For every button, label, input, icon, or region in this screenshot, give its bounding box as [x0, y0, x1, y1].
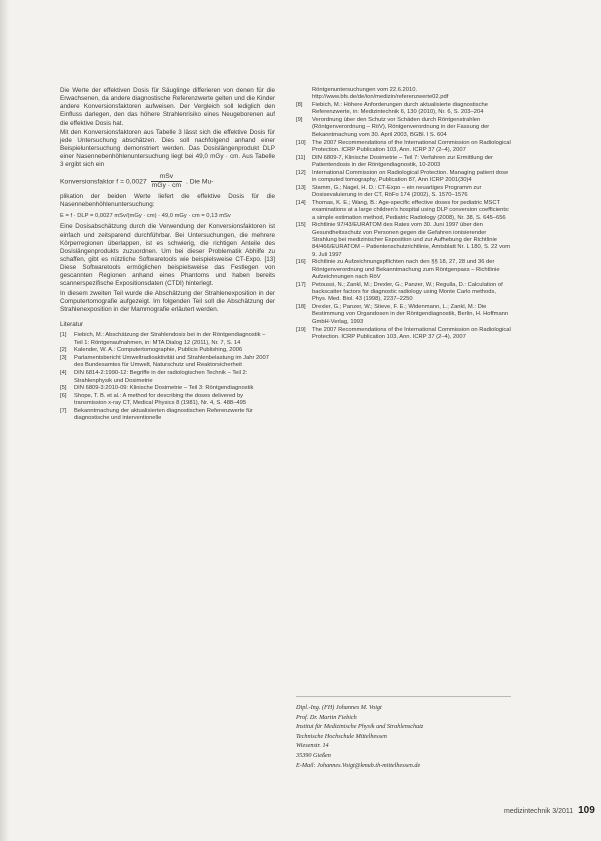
reference-text: Parlamentsbericht Umweltradioaktivität und Strahlenbelastung im Jahr 2007 des Bundesamtes für Umwelt, Naturschutz und Reaktorsicherheit [74, 355, 269, 369]
reference-number: [3] [60, 355, 67, 362]
reference-number: [12] [296, 169, 306, 176]
formula-fraction [151, 173, 182, 190]
reference-item [296, 185, 511, 200]
reference-number: [17] [296, 281, 306, 288]
formula-denominator: mGy · cm [151, 181, 182, 189]
reference-item [296, 170, 511, 185]
reference-list-left [60, 332, 275, 423]
reference-number: [16] [296, 259, 306, 266]
reference-item [60, 370, 275, 385]
reference-text: DIN 6809-7, Klinische Dosimetrie – Teil 7: Verfahren zur Ermittlung der Patientendosis in der Röntgendiagnostik, 10-2003 [312, 154, 493, 168]
reference-text: The 2007 Recommendations of the International Commission on Radiological Protection. ICRP Publication 103, Ann. ICRP 37 (2–4), 2007 [312, 326, 511, 340]
reference-item [296, 140, 511, 155]
reference-text: Stamm, G.; Nagel, H. D.: CT-Expo – ein neuartiges Programm zur Dosisevaluierung in der CT, RöFo 174 (2002), S. 1570–1576 [312, 184, 482, 199]
reference-text: Kalender, W. A.: Computertomographie, Publicis Publishing, 2006 [74, 347, 243, 354]
reference-item [296, 327, 511, 342]
reference-item [60, 332, 275, 347]
reference-number: [4] [60, 370, 67, 377]
effective-dose-formula: E = f · DLP = 0,0027 mSv/(mGy · cm) · 49,0 mGy · cm = 0,13 mSv [60, 213, 231, 220]
reference-text: Drexler, G.; Panzer, W.; Stieve, F. E.; Widenmann, L.; Zankl, M.: Die Bestimmung von Organdosen in der Röntgendiagnostik, Berlin, H. Hoffmann GmbH-Verlag, 1993 [312, 304, 509, 325]
reference-text: International Commission on Radiological Protection. Managing patient dose in computed tomography, Publication 87, Ann ICRP 2001(30)4 [312, 169, 509, 184]
reference-item [60, 385, 275, 392]
reference-number: [7] [60, 408, 67, 415]
reference-text: DIN 6814-2:1990-12: Begriffe in der radiologischen Technik – Teil 2: Strahlenphysik und Dosimetrie [74, 370, 248, 384]
formula-label: Konversionsfaktor f = 0,0027 [60, 178, 147, 186]
reference-text: Fiebich, M.: Höhere Anforderungen durch aktualisierte diagnostische Referenzwerte, in: Medizintechnik 6, 130 (2010), Nr. 6, S. 203–204 [312, 102, 488, 116]
reference-item [296, 222, 511, 258]
reference-item [60, 408, 275, 423]
reference-item [296, 282, 511, 304]
author-divider [296, 696, 511, 697]
reference-number: [14] [296, 199, 306, 206]
author-city: 35390 Gießen [296, 751, 331, 759]
reference-item [296, 117, 511, 139]
body-paragraph: Mit den Konversionsfaktoren aus Tabelle 3 lässt sich die effektive Dosis für jede Untersuchung abschätzen. Dies soll nachfolgend anhand einer Beispieluntersuchung demonstriert werden. Das Dosislängenprodukt DLP einer Nasennebenhöhlenuntersuchung liegt bei 49,0 mGy · cm. Aus Tabelle 3 ergibt sich ein [60, 128, 275, 169]
author-institute: Institut für Medizinische Physik und Strahlenschutz [296, 723, 424, 731]
reference-number: [19] [296, 326, 306, 333]
reference-item [296, 304, 511, 326]
reference-text: Bekanntmachung der aktualisierten diagnostischen Referenzwerte für diagnostische und interventionelle [74, 408, 253, 422]
author-block [296, 703, 526, 770]
reference-number: [6] [60, 393, 67, 400]
reference-text: Richtlinie zu Aufzeichnungspflichten nach den §§ 18, 27, 28 und 36 der Röntgenverordnung und Bekanntmachung zum Röntgenpass – Richtlinie Aufzeichnungen nach RöV [312, 259, 500, 280]
journal-name: medizintechnik 3/2011 [504, 808, 574, 815]
reference-list-right [296, 87, 511, 341]
left-column [60, 87, 275, 423]
author-name: Prof. Dr. Martin Fiebich [296, 713, 357, 721]
reference-text: Fiebich, M.: Abschätzung der Strahlendosis bei in der Röntgendiagnostik – Teil 1: Röntgenaufnahmen, in: MTA Dialog 12 (2011), Nr. 7, S. 14 [74, 332, 266, 346]
reference-number: [8] [296, 102, 303, 109]
body-paragraph: Eine Dosisabschätzung durch die Verwendung der Konversionsfaktoren ist einfach und zeitsparend durchführbar. Bei Untersuchungen, die mehrere Körperregionen überlappen, ist es schwierig, die richtigen Anteile des Dosislängenprodukts zuzuordnen. Um bei dieser Problematik Abhilfe zu schaffen, gibt es nützliche Softwaretools wie beispielsweise CT-Expo. [13] Diese Softwaretools ermöglichen beispielsweise das Festlegen von gescannten Regionen anhand eines Phantoms und haben bereits scannerspezifische Expositionsdaten (CTDI) hinterlegt. [60, 223, 275, 288]
reference-text: Thomas, K. E.; Wang, B.: Age-specific effective doses for pediatric MSCT examinations at a large children's hospital using DLP conversion coefficients: a simple estimation method, Pediatric Radiology (2008), Nr. 38, S. 645–656 [312, 199, 510, 221]
page-number: 109 [578, 805, 595, 816]
reference-number: [9] [296, 117, 303, 124]
reference-number: [5] [60, 385, 67, 392]
reference-item [296, 259, 511, 281]
reference-text: Verordnung über den Schutz vor Schäden durch Röntgenstrahlen (Röntgenverordnung – RöV), Röntgenverordnung in der Fassung der Bekanntmachung vom 30. April 2003, BGBl. I S. 604 [312, 117, 490, 138]
body-paragraph: In diesem zweiten Teil wurde die Abschätzung der Strahlenexposition in der Computertomografie aufgezeigt. Im folgenden Teil soll die Abschätzung der Strahlenexposition in der Mammografie erläutert werden. [60, 289, 275, 313]
reference-number: [10] [296, 139, 306, 146]
formula-numerator: mSv [151, 173, 182, 182]
author-street: Wiesenstr. 14 [296, 742, 329, 750]
reference-number: [13] [296, 184, 306, 191]
reference-text: Shope, T. B. et al.: A method for describing the doses delivered by transmission x-ray CT, Medical Physics 8 (1981), Nr. 4, S. 488–495 [74, 393, 247, 407]
reference-text: DIN 6809-3:2010-09: Klinische Dosimetrie – Teil 3: Röntgendiagnostik [74, 385, 254, 392]
reference-item [296, 155, 511, 170]
body-paragraph: Die Werte der effektiven Dosis für Säuglinge differieren von denen für die Erwachsenen, da andere diagnostische Referenzwerte gelten und die Kinder andere Konversionsfaktoren aufweisen. Der Vergleich soll lediglich den Einfluss darlegen, den das höhere Strahlenrisiko eines Neugeborenen auf die effektive Dosis hat. [60, 87, 275, 127]
literature-title: Literatur [60, 321, 84, 329]
reference-item [296, 200, 511, 222]
reference-item [296, 102, 511, 117]
right-column [296, 87, 511, 342]
reference-text: Röntgenuntersuchungen vom 22.6.2010. http://www.bfs.de/de/ion/medizin/referenzwerte02.pdf [312, 87, 449, 101]
reference-text: Petoussi, N.; Zankl, M.; Drexler, G.; Panzer, W.; Regulla, D.: Calculation of backscatter factors for diagnostic radiology using Monte Carlo methods, Phys. Med. Biol. 43 (1998), 2237–2250 [312, 281, 503, 303]
reference-number: [1] [60, 332, 67, 339]
reference-text: Richtlinie 97/43/EURATOM des Rates vom 30. Juni 1997 über den Gesundheitsschutz von Personen gegen die Gefahren ionisierender Strahlung bei medizinischer Exposition und zur Aufhebung der Richtlinie 84/466/EURATOM – Patientenschutzrichtlinie, Amtsblatt Nr. L 180, S. 22 vom 9. Juli 1997 [312, 222, 511, 258]
author-university: Technische Hochschule Mittelhessen [296, 732, 387, 740]
reference-text: The 2007 Recommendations of the International Commission on Radiological Protection. ICRP Publication 103, Ann. ICRP 37 (2–4), 2007 [312, 139, 511, 153]
author-name: Dipl.-Ing. (FH) Johannes M. Voigt [296, 704, 382, 711]
reference-number: [15] [296, 222, 306, 229]
page-footer [504, 805, 595, 816]
formula-suffix: . Die Mu- [185, 178, 214, 186]
reference-item [60, 355, 275, 370]
reference-number: [18] [296, 304, 306, 311]
body-paragraph: plikation der beiden Werte liefert die effektive Dosis für die Nasennebenhöhlenuntersuchung: [60, 192, 275, 209]
reference-item [60, 347, 275, 354]
reference-item-continuation [296, 87, 511, 102]
reference-number: [11] [296, 154, 306, 161]
reference-number: [2] [60, 347, 67, 354]
author-email[interactable]: E-Mail: Johannes.Voigt@kmub.th-mittelhessen.de [296, 761, 421, 769]
conversion-factor-formula [60, 173, 275, 190]
reference-item [60, 393, 275, 408]
page-edge-shadow [0, 0, 9, 841]
